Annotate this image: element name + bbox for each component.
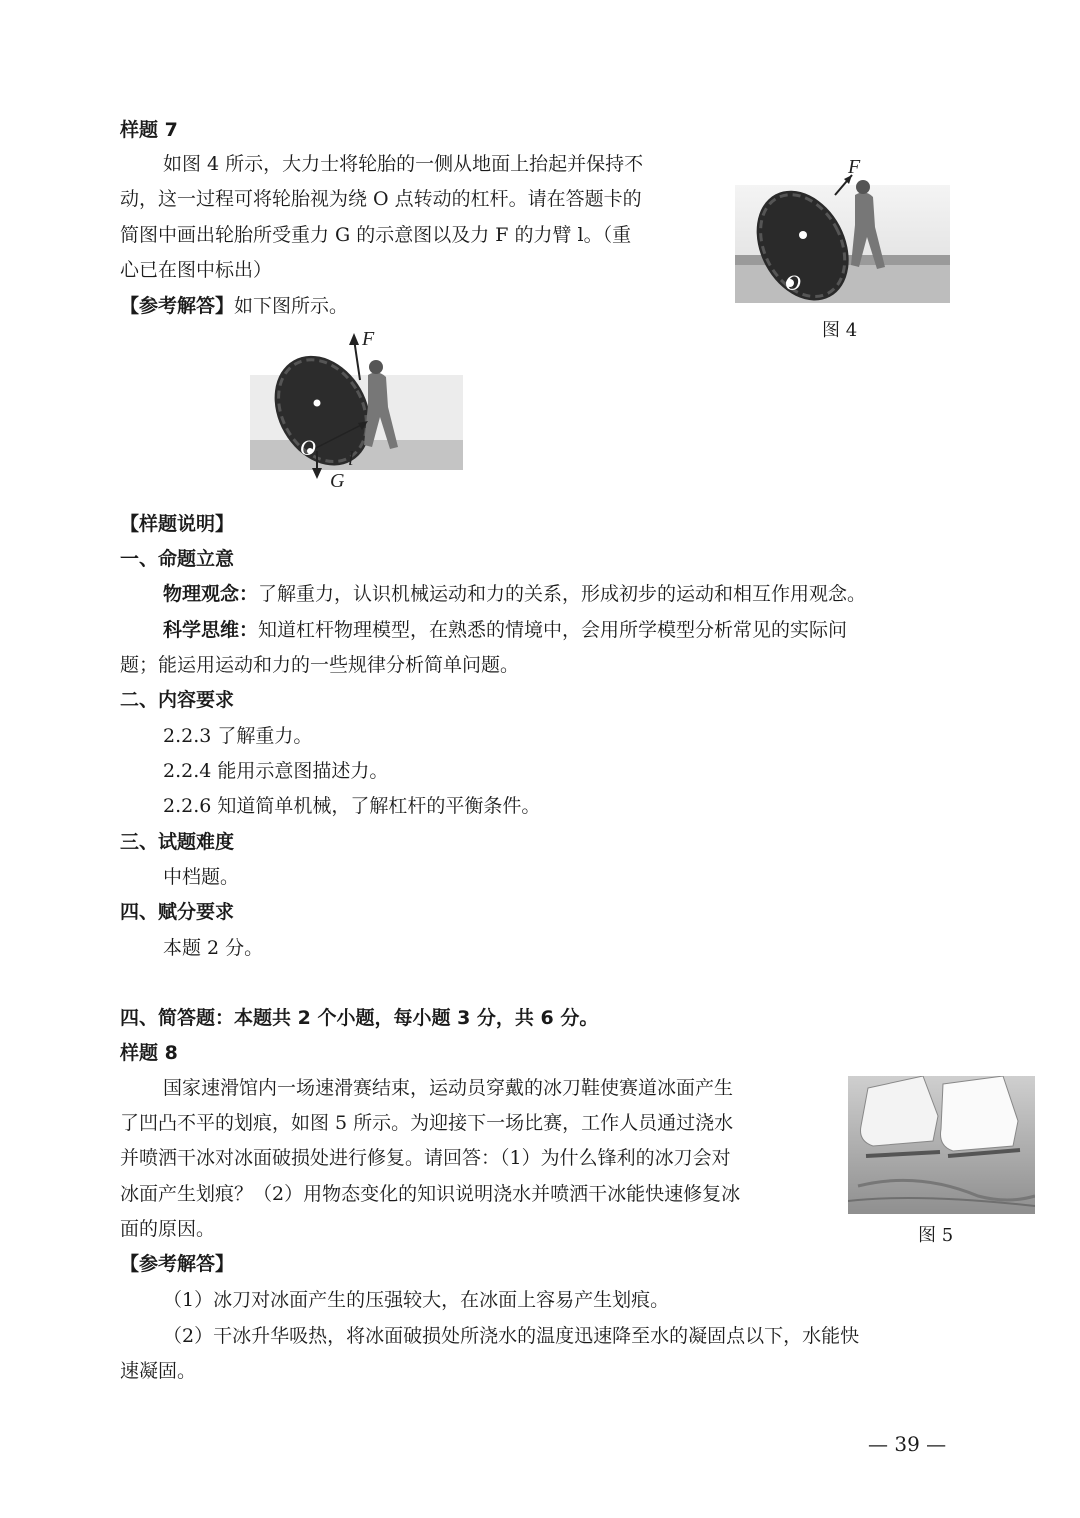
explain-s3-text: 中档题。 — [163, 866, 240, 888]
explain-s1-p1 — [163, 578, 866, 610]
answer-label-G: G — [330, 470, 345, 492]
fig4-label-O: O — [785, 270, 801, 295]
explain-s1-p1-label: 物理观念： — [163, 583, 259, 605]
q7-stem-line-4: 心已在图中标出） — [120, 259, 273, 281]
figure-4-caption: 图 4 — [822, 320, 858, 341]
fig4-label-F: F — [848, 156, 861, 178]
explain-s2-item-3: 2.2.6 知道简单机械，了解杠杆的平衡条件。 — [163, 795, 541, 817]
explain-s3-title: 三、试题难度 — [120, 831, 235, 853]
page-number: — 39 — — [868, 1432, 947, 1456]
section4-heading: 四、简答题：本题共 2 个小题，每小题 3 分，共 6 分。 — [120, 1007, 599, 1029]
figure-5-caption: 图 5 — [918, 1225, 954, 1246]
explain-s2-item-1: 2.2.3 了解重力。 — [163, 725, 313, 747]
explain-header: 【样题说明】 — [120, 513, 235, 535]
answer-label-F: F — [362, 328, 375, 350]
explain-s1-p2-label: 科学思维： — [163, 619, 259, 641]
q8-stem-line-5: 面的原因。 — [120, 1218, 216, 1240]
q7-answer-text: 如下图所示。 — [234, 295, 349, 317]
explain-s4-text: 本题 2 分。 — [163, 937, 264, 959]
q7-answer-line — [120, 290, 348, 322]
explain-s1-p2-text1: 知道杠杆物理模型，在熟悉的情境中，会用所学模型分析常见的实际问 — [258, 619, 848, 641]
explain-s1-title: 一、命题立意 — [120, 548, 235, 570]
q8-title: 样题 8 — [120, 1042, 178, 1064]
figure-4-tire-photo — [735, 155, 950, 303]
q8-answer-label: 【参考解答】 — [120, 1253, 235, 1275]
answer-label-O: O — [300, 435, 316, 460]
q8-stem-line-2: 了凹凸不平的划痕，如图 5 所示。为迎接下一场比赛，工作人员通过浇水 — [120, 1112, 734, 1134]
figure-5-skates-photo — [848, 1076, 1035, 1214]
q8-stem-line-4: 冰面产生划痕？（2）用物态变化的知识说明浇水并喷洒干冰能快速修复冰 — [120, 1183, 741, 1205]
q8-answer-2a: （2）干冰升华吸热，将冰面破损处所浇水的温度迅速降至水的凝固点以下，水能快 — [163, 1325, 860, 1347]
q7-stem-line-3: 简图中画出轮胎所受重力 G 的示意图以及力 F 的力臂 l。（重 — [120, 224, 632, 246]
explain-s1-p1-text: 了解重力，认识机械运动和力的关系，形成初步的运动和相互作用观念。 — [258, 583, 867, 605]
q8-answer-1: （1）冰刀对冰面产生的压强较大，在冰面上容易产生划痕。 — [163, 1289, 670, 1311]
q7-stem-line-1: 如图 4 所示，大力士将轮胎的一侧从地面上抬起并保持不 — [163, 153, 644, 175]
q8-answer-2b: 速凝固。 — [120, 1360, 197, 1382]
q7-stem-line-2: 动，这一过程可将轮胎视为绕 O 点转动的杠杆。请在答题卡的 — [120, 188, 642, 210]
q7-title: 样题 7 — [120, 119, 178, 141]
answer-figure — [250, 325, 465, 495]
explain-s1-p2 — [163, 614, 847, 646]
explain-s2-title: 二、内容要求 — [120, 689, 235, 711]
explain-s2-item-2: 2.2.4 能用示意图描述力。 — [163, 760, 389, 782]
explain-s4-title: 四、赋分要求 — [120, 901, 235, 923]
q8-stem-line-3: 并喷洒干冰对冰面破损处进行修复。请回答：（1）为什么锋利的冰刀会对 — [120, 1147, 731, 1169]
answer-label-l: l — [348, 448, 354, 470]
explain-s1-p2-cont: 题；能运用运动和力的一些规律分析简单问题。 — [120, 654, 520, 676]
q8-stem-line-1: 国家速滑馆内一场速滑赛结束，运动员穿戴的冰刀鞋使赛道冰面产生 — [163, 1077, 734, 1099]
q7-answer-label: 【参考解答】 — [120, 295, 235, 317]
